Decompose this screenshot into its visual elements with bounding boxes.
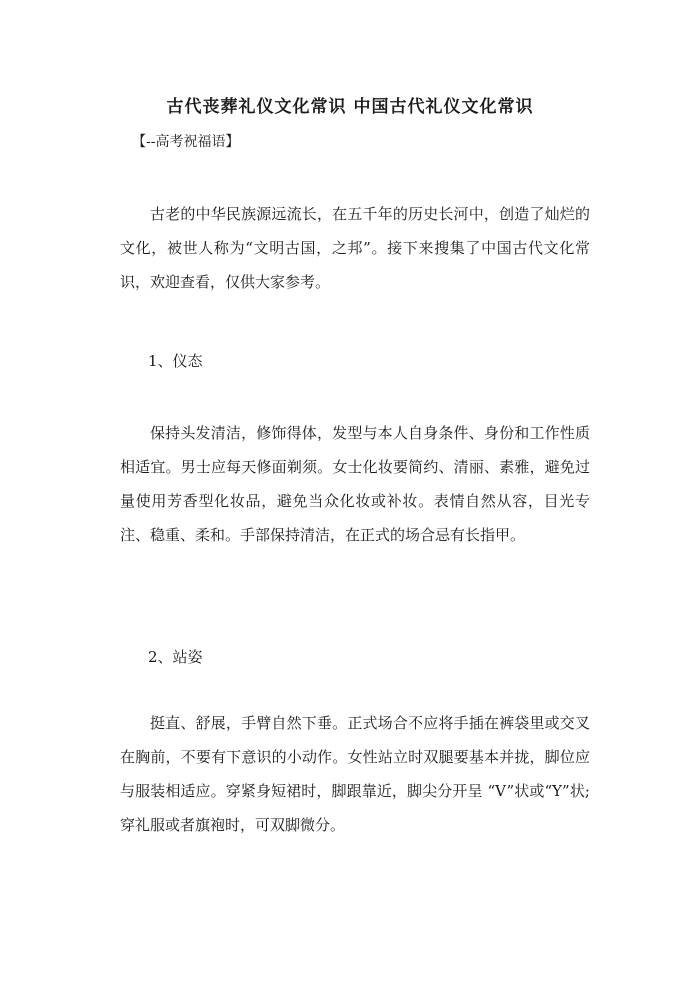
intro-paragraph: 古老的中华民族源远流长，在五千年的历史长河中，创造了灿烂的文化，被世人称为“文明古国，之邦”。接下来搜集了中国古代文化常识，欢迎查看，仅供大家参考。 xyxy=(120,205,590,291)
section-heading-standing: 2、站姿 xyxy=(148,648,203,666)
document-subtitle: 【--高考祝福语】 xyxy=(132,134,240,150)
document-title: 古代丧葬礼仪文化常识 中国古代礼仪文化常识 xyxy=(166,97,534,117)
section-heading-posture: 1、仪态 xyxy=(148,352,203,370)
section-body-posture: 保持头发清洁，修饰得体，发型与本人自身条件、身份和工作性质相适宜。男士应每天修面剃须。女士化妆要简约、清丽、素雅，避免过量使用芳香型化妆品，避免当众化妆或补妆。表情自然从容，目光专注、稳重、柔和。手部保持清洁，在正式的场合忌有长指甲。 xyxy=(120,424,590,544)
section-body-standing: 挺直、舒展，手臂自然下垂。正式场合不应将手插在裤袋里或交叉在胸前，不要有下意识的小动作。女性站立时双腿要基本并拢，脚位应与服装相适应。穿紧身短裙时，脚跟靠近，脚尖分开呈 “V”状或“Y”状;穿礼服或者旗袍时，可双脚微分。 xyxy=(120,714,590,834)
